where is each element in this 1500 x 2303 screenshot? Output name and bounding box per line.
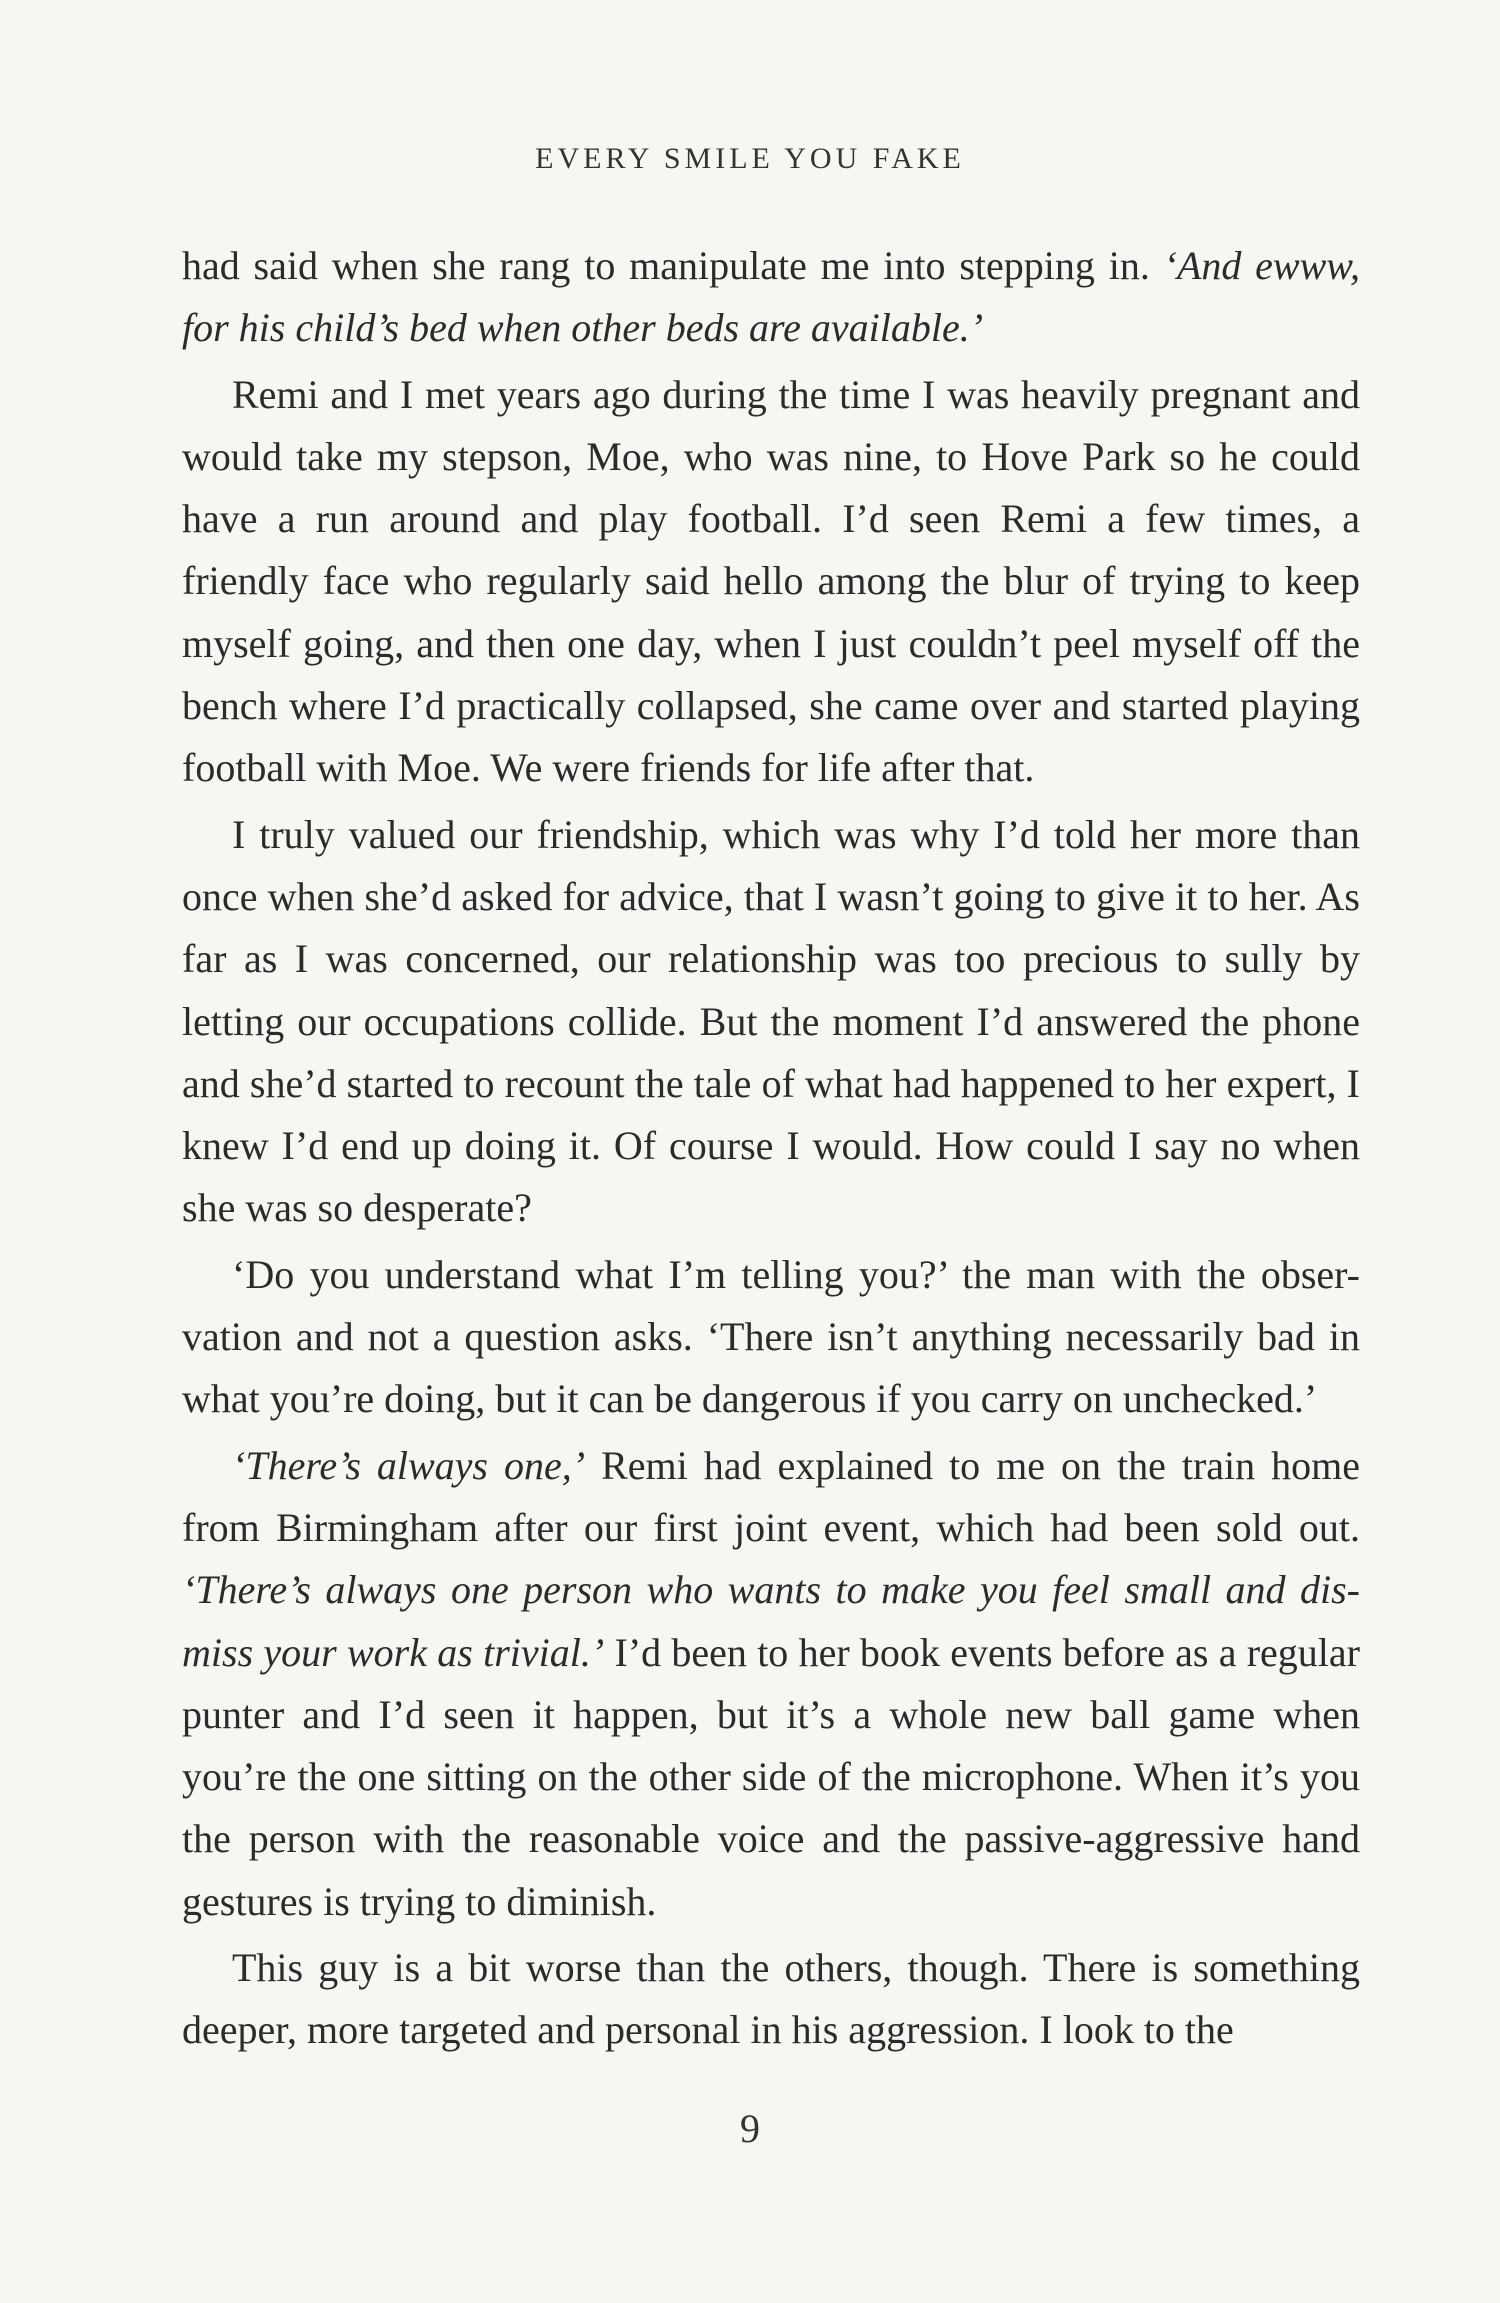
- paragraph-1-text: had said when she rang to manipulate me into stepping in.: [182, 243, 1164, 288]
- paragraph-5-quote-2: ‘There’s always one person who wants to make you feel small and dis-miss your work as trivial.’: [182, 1567, 1360, 1675]
- paragraph-6: This guy is a bit worse than the others, though. There is something deeper, more targeted and personal in his aggression. I look to the: [182, 1945, 1360, 2053]
- running-head: EVERY SMILE YOU FAKE: [535, 142, 965, 175]
- paragraph-2: Remi and I met years ago during the time I was heavily pregnant and would take my stepson, Moe, who was nine, to Hove Park so he could have a run around and play football. I’d seen Remi a few times, a friendly face who regularly said hello among the blur of trying to keep myself going, and then one day, when I just couldn’t peel myself off the bench where I’d practically collapsed, she came over and started playing football with Moe. We were friends for life after that.: [182, 371, 1360, 791]
- page-number: 9: [740, 2106, 760, 2151]
- paragraph-3: I truly valued our friendship, which was why I’d told her more than once when she’d asked for advice, that I wasn’t going to give it to her. As far as I was concerned, our relationship was too precious to sully by letting our occupations collide. But the moment I’d answered the phone and she’d started to recount the tale of what had happened to her expert, I knew I’d end up doing it. Of course I would. How could I say no when she was so desperate?: [182, 811, 1360, 1231]
- paragraph-1-quote: ‘And ewww, for his child’s bed when other beds are available.’: [182, 243, 1361, 351]
- paragraph-5-text-2: I’d been to her book events before as a regular punter and I’d seen it happen, but it’s a whole new ball game when you’re the one sitting on the other side of the microphone. When it’s you the person with the reasonable voice and the passive-aggressive hand gestures is trying to diminish.: [182, 1629, 1360, 1924]
- paragraph-5-text-1: Remi had explained to me on the train home from Birmingham after our first joint event, which had been sold out.: [182, 1442, 1360, 1550]
- paragraph-1: [182, 235, 1360, 360]
- paragraph-4: ‘Do you understand what I’m telling you?’ the man with the obser-vation and not a question asks. ‘There isn’t anything necessarily bad in what you’re doing, but it can be dangerous if you carry on unchecked.’: [182, 1251, 1360, 1422]
- body-text: [182, 235, 1360, 2062]
- paragraph-5-quote-1: ‘There’s always one,’: [232, 1442, 586, 1488]
- paragraph-5: [182, 1435, 1360, 1933]
